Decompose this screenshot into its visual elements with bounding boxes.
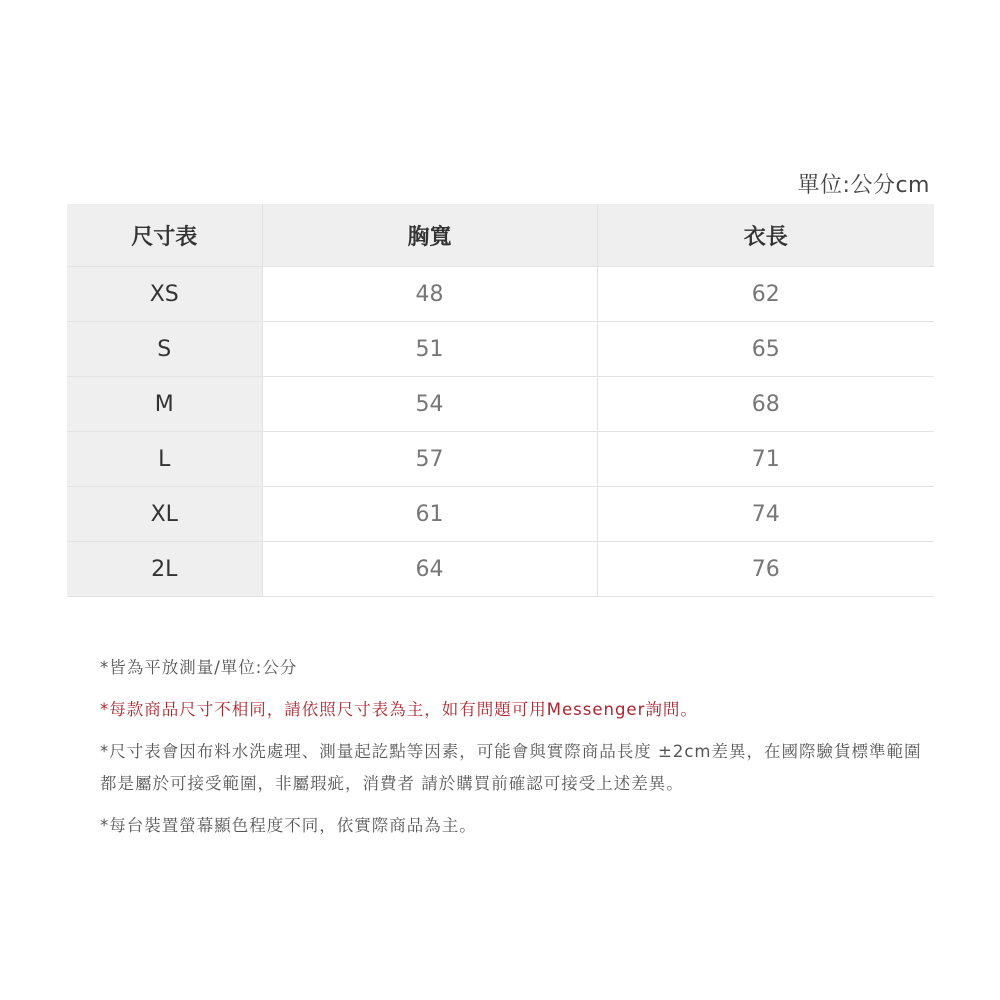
note-screen-color: *每台裝置螢幕顯色程度不同，依實際商品為主。 bbox=[100, 816, 477, 835]
note-size-varies: *每款商品尺寸不相同，請依照尺寸表為主，如有問題可用Messenger詢問。 bbox=[100, 700, 698, 719]
note-tolerance: *尺寸表會因布料水洗處理、測量起訖點等因素，可能會與實際商品長度 ±2cm差異，在國際驗貨標準範圍都是屬於可接受範圍，非屬瑕疵，消費者 請於購買前確認可接受上述差異。 bbox=[100, 742, 922, 793]
size-cell: XS bbox=[67, 267, 262, 322]
table-header-row bbox=[67, 204, 934, 267]
chest-cell: 48 bbox=[262, 267, 597, 322]
chest-cell: 64 bbox=[262, 542, 597, 597]
header-chest-width: 胸寬 bbox=[262, 204, 597, 267]
table-row bbox=[67, 377, 934, 432]
table-row bbox=[67, 322, 934, 377]
note-measurement: *皆為平放測量/單位:公分 bbox=[100, 658, 298, 677]
length-cell: 65 bbox=[597, 322, 934, 377]
unit-label: 單位:公分cm bbox=[797, 173, 930, 198]
length-cell: 76 bbox=[597, 542, 934, 597]
size-cell: L bbox=[67, 432, 262, 487]
size-chart-table bbox=[67, 204, 934, 597]
length-cell: 71 bbox=[597, 432, 934, 487]
notes-section bbox=[100, 652, 930, 852]
header-body-length: 衣長 bbox=[597, 204, 934, 267]
table-row bbox=[67, 487, 934, 542]
table-row bbox=[67, 542, 934, 597]
chest-cell: 61 bbox=[262, 487, 597, 542]
length-cell: 62 bbox=[597, 267, 934, 322]
length-cell: 68 bbox=[597, 377, 934, 432]
chest-cell: 51 bbox=[262, 322, 597, 377]
chest-cell: 57 bbox=[262, 432, 597, 487]
header-size: 尺寸表 bbox=[67, 204, 262, 267]
length-cell: 74 bbox=[597, 487, 934, 542]
size-cell: XL bbox=[67, 487, 262, 542]
size-cell: S bbox=[67, 322, 262, 377]
chest-cell: 54 bbox=[262, 377, 597, 432]
table-row bbox=[67, 267, 934, 322]
size-cell: M bbox=[67, 377, 262, 432]
size-cell: 2L bbox=[67, 542, 262, 597]
table-row bbox=[67, 432, 934, 487]
